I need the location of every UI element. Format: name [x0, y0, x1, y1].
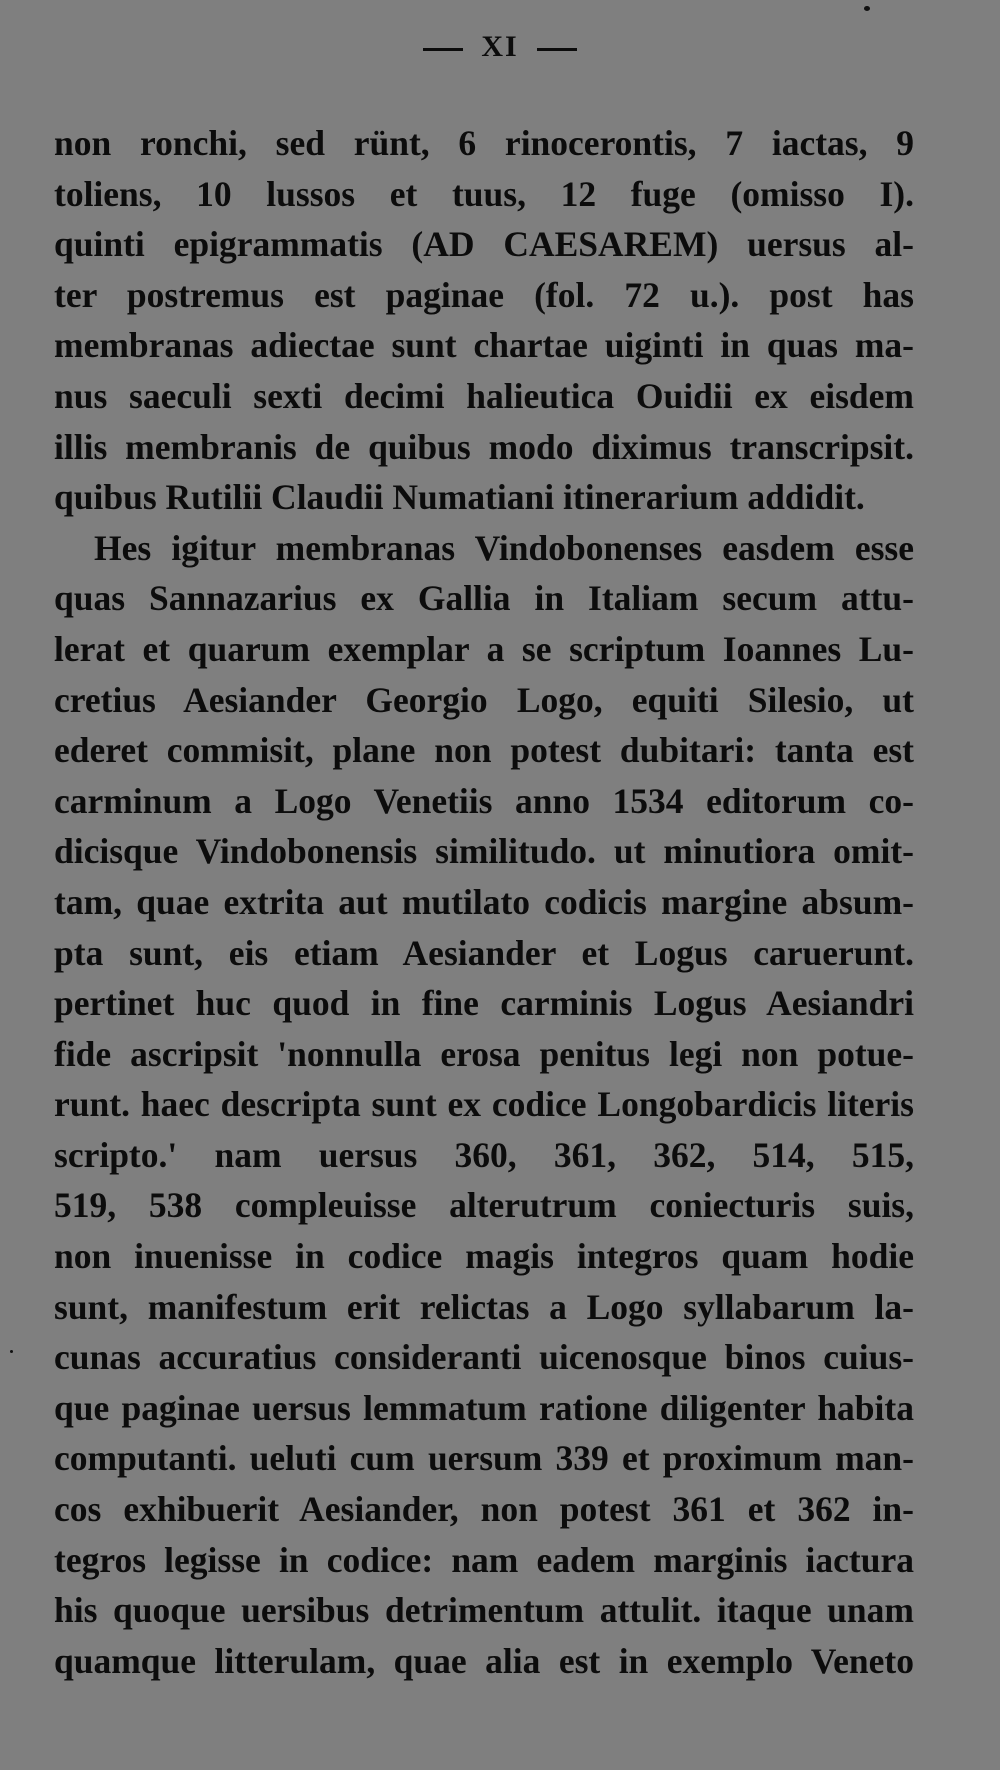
page-number: XI	[481, 30, 519, 63]
header-dash-left	[423, 48, 463, 51]
text-line: lerat et quarum exemplar a se scriptum Ioannes Lu-	[54, 628, 914, 669]
text-line: membranas adiectae sunt chartae uiginti in quas ma-	[54, 325, 914, 366]
scan-speck	[10, 1350, 13, 1353]
text-line: toliens, 10 lussos et tuus, 12 fuge (omisso I).	[54, 173, 914, 214]
text-line: quinti epigrammatis (AD CAESAREM) uersus al-	[54, 224, 914, 265]
text-line: computanti. ueluti cum uersum 339 et proximum man-	[54, 1438, 914, 1479]
text-line: carminum a Logo Venetiis anno 1534 editorum co-	[54, 780, 914, 821]
text-line: fide ascripsit 'nonnulla erosa penitus legi non potue-	[54, 1033, 914, 1074]
text-line: runt. haec descripta sunt ex codice Longobardicis literis	[54, 1084, 914, 1125]
text-line: cunas accuratius consideranti uicenosque binos cuius-	[54, 1337, 914, 1378]
text-line: 519, 538 compleuisse alterutrum coniecturis suis,	[54, 1185, 914, 1226]
text-line: cretius Aesiander Georgio Logo, equiti Silesio, ut	[54, 679, 914, 720]
text-line: illis membranis de quibus modo diximus transcripsit.	[54, 426, 914, 467]
text-line: his quoque uersibus detrimentum attulit. itaque unam	[54, 1590, 914, 1631]
text-line: que paginae uersus lemmatum ratione diligenter habita	[54, 1387, 914, 1428]
text-line: pta sunt, eis etiam Aesiander et Logus caruerunt.	[54, 932, 914, 973]
text-line: sunt, manifestum erit relictas a Logo syllabarum la-	[54, 1286, 914, 1327]
text-line: ederet commisit, plane non potest dubitari: tanta est	[54, 730, 914, 771]
text-line: quibus Rutilii Claudii Numatiani itinerarium addidit.	[54, 477, 865, 518]
text-line: Hes igitur membranas Vindobonenses easdem esse	[94, 527, 914, 568]
text-line: quamque litterulam, quae alia est in exemplo Veneto	[54, 1640, 914, 1681]
page-header	[0, 30, 1000, 64]
text-line: ter postremus est paginae (fol. 72 u.). post has	[54, 274, 914, 315]
text-line: non ronchi, sed rünt, 6 rinocerontis, 7 iactas, 9	[54, 123, 914, 163]
text-line: nus saeculi sexti decimi halieutica Ouidii ex eisdem	[54, 375, 914, 416]
text-line: non inuenisse in codice magis integros quam hodie	[54, 1236, 914, 1277]
body-text	[54, 118, 914, 1686]
text-line: dicisque Vindobonensis similitudo. ut minutiora omit-	[54, 831, 914, 872]
text-line: cos exhibuerit Aesiander, non potest 361 et 362 in-	[54, 1489, 914, 1530]
text-line: pertinet huc quod in fine carminis Logus Aesiandri	[54, 983, 914, 1024]
text-line: scripto.' nam uersus 360, 361, 362, 514, 515,	[54, 1134, 914, 1175]
scan-speck	[864, 6, 870, 11]
header-dash-right	[537, 48, 577, 51]
text-line: tam, quae extrita aut mutilato codicis margine absum-	[54, 881, 914, 922]
text-line: tegros legisse in codice: nam eadem marginis iactura	[54, 1539, 914, 1580]
text-line: quas Sannazarius ex Gallia in Italiam secum attu-	[54, 578, 914, 619]
